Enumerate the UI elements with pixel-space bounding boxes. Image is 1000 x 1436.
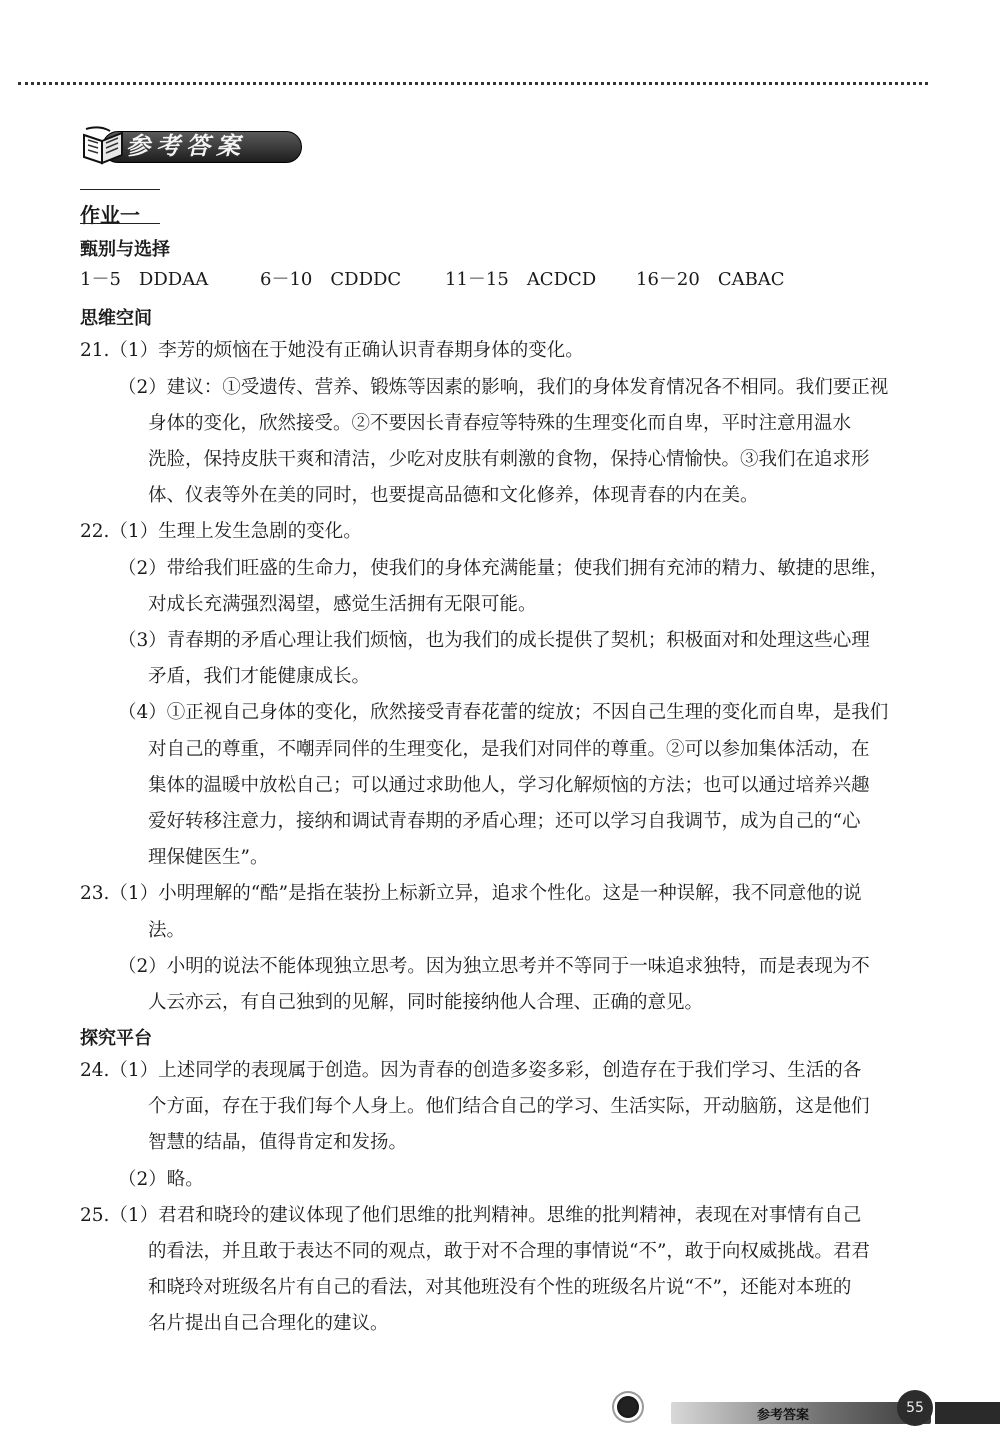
answer-line: （2）带给我们旺盛的生命力，使我们的身体充满能量；使我们拥有充沛的精力、敏捷的思维， (118, 558, 889, 579)
mc-group (80, 265, 208, 291)
answer-line: 矛盾，我们才能健康成长。 (148, 666, 371, 687)
answer-line: 法。 (148, 920, 186, 941)
mc-range: 1－5 (80, 269, 121, 290)
homework-underline (80, 223, 160, 224)
answer-line: 21.（1）李芳的烦恼在于她没有正确认识青春期身体的变化。 (80, 340, 584, 361)
footer-label: 参考答案 (757, 1408, 810, 1423)
answer-line: （3）青春期的矛盾心理让我们烦恼，也为我们的成长提供了契机；积极面对和处理这些心理 (118, 630, 870, 651)
mc-answers: ACDCD (526, 269, 597, 290)
answer-line: 智慧的结晶，值得肯定和发扬。 (148, 1132, 408, 1153)
mc-group (260, 265, 401, 291)
sun-icon (617, 1396, 639, 1418)
answer-line: 体、仪表等外在美的同时，也要提高品德和文化修养，体现青春的内在美。 (148, 485, 759, 506)
mc-answers: DDDAA (138, 269, 209, 290)
mc-range: 11－15 (445, 269, 509, 290)
answer-line: 24.（1）上述同学的表现属于创造。因为青春的创造多姿多彩，创造存在于我们学习、生活的各 (80, 1060, 862, 1081)
top-dotted-rule (18, 82, 928, 85)
answer-line: 人云亦云，有自己独到的见解，同时能接纳他人合理、正确的意见。 (148, 992, 704, 1013)
mc-answers: CABAC (717, 269, 785, 290)
answer-line: 的看法，并且敢于表达不同的观点，敢于对不合理的事情说“不”，敢于向权威挑战。君君 (148, 1241, 870, 1262)
answer-line: 洗脸，保持皮肤干爽和清洁，少吃对皮肤有刺激的食物，保持心情愉快。③我们在追求形 (148, 449, 870, 470)
section-heading-selection: 甄别与选择 (80, 239, 170, 260)
answer-line: （2）略。 (118, 1169, 204, 1190)
answer-line: （2）小明的说法不能体现独立思考。因为独立思考并不等同于一味追求独特，而是表现为不 (118, 956, 870, 977)
section-heading-thinking: 思维空间 (80, 308, 152, 329)
answer-line: 对自己的尊重，不嘲弄同伴的生理变化，是我们对同伴的尊重。②可以参加集体活动，在 (148, 739, 870, 760)
homework-title: 作业一 (80, 203, 140, 227)
answer-line: 对成长充满强烈渴望，感觉生活拥有无限可能。 (148, 594, 537, 615)
answer-line: 个方面，存在于我们每个人身上。他们结合自己的学习、生活实际，开动脑筋，这是他们 (148, 1096, 870, 1117)
answer-line: 集体的温暖中放松自己；可以通过求助他人，学习化解烦恼的方法；也可以通过培养兴趣 (148, 775, 870, 796)
page-number: 55 (897, 1390, 933, 1426)
answer-line: 和晓玲对班级名片有自己的看法，对其他班没有个性的班级名片说“不”，还能对本班的 (148, 1277, 852, 1298)
page-footer (605, 1388, 1000, 1428)
mc-group (636, 265, 785, 291)
section-heading-inquiry: 探究平台 (80, 1028, 152, 1049)
answer-line: 爱好转移注意力，接纳和调试青春期的矛盾心理；还可以学习自我调节，成为自己的“心 (148, 811, 861, 832)
answer-line: 身体的变化，欣然接受。②不要因长青春痘等特殊的生理变化而自卑，平时注意用温水 (148, 413, 852, 434)
answer-line: （2）建议：①受遗传、营养、锻炼等因素的影响，我们的身体发育情况各不相同。我们要正视 (118, 377, 889, 398)
answer-banner (80, 123, 302, 167)
banner-title: 参考答案 (126, 131, 246, 160)
multiple-choice-answers (80, 265, 900, 293)
footer-tail (935, 1402, 1000, 1424)
open-book-icon (80, 123, 126, 167)
answer-line: （4）①正视自己身体的变化，欣然接受青春花蕾的绽放；不因自己生理的变化而自卑，是我们 (118, 702, 889, 723)
mc-range: 6－10 (260, 269, 313, 290)
mc-range: 16－20 (636, 269, 700, 290)
answer-line: 22.（1）生理上发生急剧的变化。 (80, 521, 362, 542)
homework-top-rule (80, 189, 160, 190)
mc-answers: CDDDC (330, 269, 402, 290)
answer-line: 名片提出自己合理化的建议。 (148, 1313, 389, 1334)
answer-line: 理保健医生”。 (148, 847, 269, 868)
mc-group (445, 265, 596, 291)
answer-line: 25.（1）君君和晓玲的建议体现了他们思维的批判精神。思维的批判精神，表现在对事情有自己 (80, 1205, 862, 1226)
answer-line: 23.（1）小明理解的“酷”是指在装扮上标新立异，追求个性化。这是一种误解，我不同意他的说 (80, 883, 862, 904)
